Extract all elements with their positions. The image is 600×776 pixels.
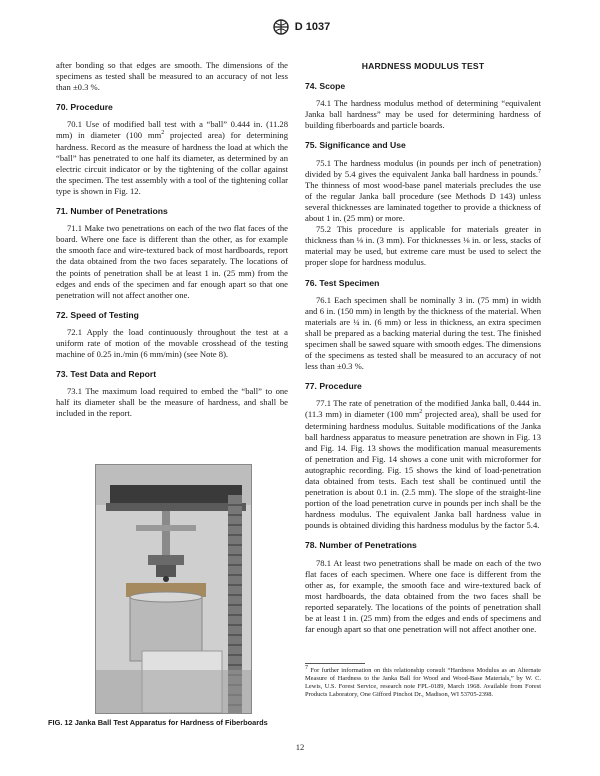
- section-78-heading: 78. Number of Penetrations: [305, 540, 417, 551]
- paragraph-74-1: 74.1 The hardness modulus method of determining “equivalent Janka ball hardness” may be used for determining hardness of building fiberboards and particle boards.: [305, 98, 541, 131]
- section-73-heading: 73. Test Data and Report: [56, 369, 157, 380]
- section-70-heading: 70. Procedure: [56, 102, 113, 113]
- intro-paragraph: after bonding so that edges are smooth. The dimensions of the specimens as tested shall be measured to an accuracy of not less than ±0.3 %.: [56, 60, 288, 93]
- section-71-heading: 71. Number of Penetrations: [56, 206, 168, 217]
- apparatus-illustration: [96, 465, 251, 713]
- paragraph-75-2: 75.2 This procedure is applicable for materials greater in thickness than ⅛ in. (3 mm). For thicknesses ⅛ in. or less, stacks of material may be used, but extreme care must be used to select the proper slope for hardness modulus.: [305, 224, 541, 268]
- right-column: [305, 60, 541, 635]
- paragraph-75-1: 75.1 The hardness modulus (in pounds per inch of penetration) divided by 5.4 gives the equivalent Janka ball hardness in pounds.$^7$ The thinness of most wood-base panel materials precludes the use of the regular Janka ball procedure (see Methods D 143) unless several thicknesses are laminated together to provide a thickness of about 1 in. (25 mm) or more.: [305, 157, 541, 224]
- page-number: 12: [295, 742, 305, 752]
- section-72-heading: 72. Speed of Testing: [56, 309, 139, 320]
- left-column: [56, 60, 288, 420]
- section-75-heading: 75. Significance and Use: [305, 140, 406, 151]
- astm-logo-icon: [270, 19, 292, 35]
- paragraph-72-1: 72.1 Apply the load continuously throughout the test at a uniform rate of motion of the movable crosshead of the testing machine of 0.25 in./min (6 mm/min) (see Note 8).: [56, 326, 288, 360]
- paragraph-77-1: 77.1 The rate of penetration of the modified Janka ball, 0.444 in. (11.3 mm) in diameter (100 $mm^2$ projected area), shall be used for determining hardness modulus. Suitable modifications of the Janka ball hardness apparatus to measure penetration are shown in Fig. 13 and Fig. 14. Fig. 13 shows the modification manual measurements of penetration and Fig. 14 shows a cone unit with microformer for autographic recording. Fig. 15 shows the kind of load-penetration data obtained from tests. Each test shall be continued until the penetration is about 0.1 in. (2.5 mm). The slope of the straight-line portion of the load penetration curve in pounds per inch shall be the hardness modulus. The equivalent Janka ball hardness value in pounds is obtained dividing this hardness modulus by the factor 5.4.: [305, 398, 541, 531]
- paragraph-76-1: 76.1 Each specimen shall be nominally 3 in. (75 mm) in width and 6 in. (150 mm) in length by the thickness of the material. When materials are ¼ in. (6 mm) or less in thickness, an extra specimen shall be prepared as a backing material during the test. The finished specimen shall be sawed square with smooth edges. The dimensions of the specimens as tested shall be measured to an accuracy of not less than ±0.3 %.: [305, 294, 541, 372]
- page-header: [0, 18, 600, 36]
- hardness-modulus-title: HARDNESS MODULUS TEST: [361, 61, 485, 71]
- section-77-heading: 77. Procedure: [305, 381, 362, 392]
- paragraph-71-1: 71.1 Make two penetrations on each of the two flat faces of the board. Where one face is different than the other, as for example the smooth face and wire-textured back of most hardboards, report the data obtained from the two faces separately. The locations of the points of penetration shall be at least 1 in. (25 mm) from the edges and ends of the specimen and far enough apart so that one penetration will not affect another one.: [56, 223, 288, 300]
- paragraph-70-1: 70.1 Use of modified ball test with a “ball” 0.444 in. (11.28 mm) in diameter (100 $mm^2$ projected area) for determining hardness. Record as the measure of hardness the load at which the “ball” has penetrated to one half its diameter, as determined by an electric circuit indicator or by the tightening of the collar against the specimen. The test assembly with a tool of the tightening collar type is shown in Fig. 12.: [56, 119, 288, 196]
- paragraph-73-1: 73.1 The maximum load required to embed the “ball” to one half its diameter shall be the measure of hardness, and shall be included in the report.: [56, 386, 288, 419]
- section-74-heading: 74. Scope: [305, 81, 346, 92]
- document-number: D 1037: [294, 21, 331, 34]
- footnote-7: $^7$ For further information on this relationship consult “Hardness Modulus as an Alternate Measure of Hardness to the Janka Ball for Wood and Wood-Base Materials,” by W. C. Lewis, U.S. Forest Service, research note FPL-0189, March 1968. Available from Forest Products Laboratory, One Gifford Pinchot Dr., Madison, WI 53705-2398.: [305, 664, 541, 699]
- figure-12-caption: FIG. 12 Janka Ball Test Apparatus for Hardness of Fiberboards: [48, 718, 268, 727]
- section-76-heading: 76. Test Specimen: [305, 277, 380, 288]
- paragraph-78-1: 78.1 At least two penetrations shall be made on each of the two flat faces of each specimen. Where one face is different from the other as, for example, the smooth face and wire-textured back of most hardboards, the data obtained from the two faces shall be reported separately. The locations of the points of penetration shall be at least 1 in. (25 mm) from the edges and ends of specimens and far enough apart so that one penetration will not affect another one.: [305, 557, 541, 635]
- janka-apparatus-photo: [95, 464, 252, 714]
- footnote-divider: [305, 663, 365, 664]
